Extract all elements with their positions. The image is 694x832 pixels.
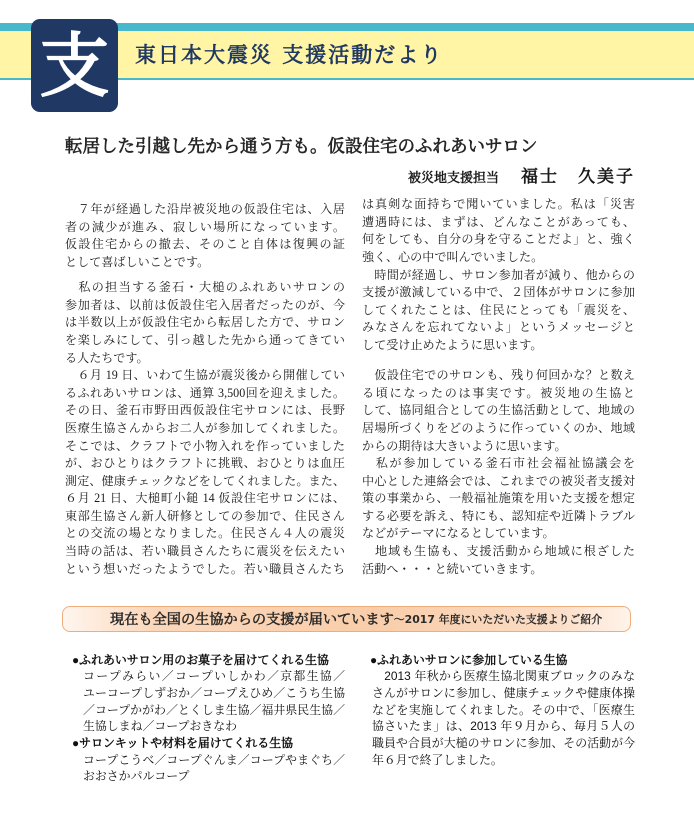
article-headline: 転居した引越し先から通う方も。仮設住宅のふれあいサロン bbox=[65, 137, 538, 157]
article-line: 何をしても、自分の身を守ることだよ」と、強く bbox=[362, 232, 635, 247]
article-line: 測定、健康チェックなどをしてくれました。また、 bbox=[65, 473, 345, 488]
article-line: との交流の場となりました。住民さん４人の震災 bbox=[65, 526, 345, 541]
article-section bbox=[362, 367, 635, 578]
article-byline bbox=[408, 165, 635, 191]
article-paragraph bbox=[362, 267, 635, 355]
article-line: として喜ばしいことです。 bbox=[65, 254, 210, 269]
article-line: は半数以上が仮設住宅から転居した方で、サロン bbox=[65, 315, 345, 330]
article-line: ７年が経過した沿岸被災地の仮設住宅は、入居 bbox=[65, 202, 345, 217]
article-section bbox=[65, 279, 345, 578]
article-section bbox=[362, 196, 635, 354]
author-name: 福士 久美子 bbox=[521, 167, 635, 187]
article-line: 策の事業から、一般福祉施策を用いた支援を想定 bbox=[362, 491, 635, 506]
article-line: るふれあいサロンは、通算 3,500回を迎えました。 bbox=[65, 385, 345, 400]
newsletter-title: 東日本大震災 支援活動だより bbox=[135, 43, 444, 67]
article-line: 仮設住宅からの撤去、そのこと自体は復興の証 bbox=[65, 237, 345, 252]
support-banner bbox=[62, 606, 631, 632]
article-line: 医療生協さんからお二人が参加してくれました。 bbox=[65, 420, 345, 435]
support-line: などを実施してくれました。その中で、「医療生 bbox=[372, 702, 635, 717]
article-line: は真剣な面持ちで聞いていました。私は「災害 bbox=[362, 197, 635, 212]
article-line: る人たちです。 bbox=[65, 350, 149, 365]
article-paragraph bbox=[362, 543, 635, 578]
article-line: 強く、心の中で叫んでいました。 bbox=[362, 249, 544, 264]
article-line: からの期待は大きいように思います。 bbox=[362, 438, 567, 453]
article-paragraph bbox=[362, 367, 635, 455]
support-banner-subtitle: ～2017 年度にいただいた支援よりご紹介 bbox=[393, 613, 603, 626]
support-line: 職員や合員が大槌のサロンに参加、その活動が今 bbox=[372, 736, 635, 751]
article-line: する必要を訴え、特にも、認知症や近隣トラブル bbox=[362, 508, 635, 523]
article-paragraph bbox=[65, 279, 345, 367]
article-paragraph bbox=[65, 367, 345, 578]
article-line: 仮設住宅でのサロンも、残り何回かな？と数え bbox=[362, 368, 635, 383]
article-line: ６月 19 日、いわて生協が震災後から開催してい bbox=[65, 368, 345, 383]
article-line: 東部生協さん新人研修としての参加で、住民さん bbox=[65, 508, 345, 523]
support-group-heading: ●ふれあいサロン用のお菓子を届けてくれる生協 bbox=[72, 652, 329, 667]
article-line: ６月 21 日、大槌町小鎚 14 仮設住宅サロンには、 bbox=[65, 491, 345, 506]
article-line: して受け止めたように思います。 bbox=[362, 337, 543, 352]
support-kanji-badge-icon bbox=[31, 19, 118, 112]
support-line: 2013 年秋から医療生協北関東ブロックのみな bbox=[372, 669, 635, 684]
article-line: 中心とした連絡会では、これまでの被災者支援対 bbox=[362, 473, 635, 488]
support-group bbox=[370, 652, 635, 769]
support-group-heading: ●ふれあいサロンに参加している生協 bbox=[370, 652, 568, 667]
article-line: 活動へ・・・と続いていきます。 bbox=[362, 561, 543, 576]
article-line: という想いだったようでした。若い職員さんたち bbox=[65, 561, 345, 576]
article-line: 地域も生協も、支援活動から地域に根ざした bbox=[362, 544, 635, 559]
article-line: してくれたことは、住民にとっても「震災を、 bbox=[362, 302, 635, 317]
article-line: 居場所づくりをどのように作っていくのか、地域 bbox=[362, 420, 635, 435]
article-line: そこでは、クラフトで小物入れを作っていました bbox=[65, 438, 345, 453]
support-line: コープこうべ／コープぐんま／コープやまぐち／ bbox=[83, 752, 345, 767]
article-line: が、おひとりはクラフトに挑戦、おひとりは血圧 bbox=[65, 456, 345, 471]
article-column-left bbox=[65, 201, 345, 578]
support-line: ／コープかがわ／とくしま生協／福井県民生協／ bbox=[83, 702, 345, 717]
article-column-right bbox=[362, 196, 635, 578]
support-line: 年６月で終了しました。 bbox=[372, 752, 503, 767]
article-line: 時間が経過し、サロン参加者が減り、他からの bbox=[362, 267, 635, 282]
support-line: 生協しまね／コープおきなわ bbox=[83, 719, 237, 734]
article-line: 支援が激減している中で、２団体がサロンに参加 bbox=[362, 285, 635, 300]
support-line: さんがサロンに参加し、健康チェックや健康体操 bbox=[372, 685, 635, 700]
article-line: して、協同組合としての生協活動として、地域の bbox=[362, 403, 635, 418]
support-line: おおさかパルコープ bbox=[83, 769, 190, 784]
article-line: 当時の話は、若い職員さんたちに震災を伝えたい bbox=[65, 544, 345, 559]
article-line: 参加者は、以前は仮設住宅入居者だったのが、今 bbox=[65, 297, 345, 312]
article-line: 遭遇時には、まずは、どんなことがあっても、 bbox=[362, 214, 635, 229]
support-column-right bbox=[370, 652, 635, 769]
support-banner-title: 現在も全国の生協からの支援が届いています bbox=[110, 612, 394, 628]
article-paragraph bbox=[362, 196, 635, 266]
article-paragraph bbox=[362, 455, 635, 543]
article-line: る頃になったのは事実です。被災地の生協と bbox=[362, 385, 635, 400]
article-paragraph bbox=[65, 201, 345, 271]
article-section bbox=[65, 201, 345, 271]
article-line: 私が参加している釜石市社会福祉協議会を bbox=[362, 456, 635, 471]
article-line: などがテーマになるとしています。 bbox=[362, 526, 555, 541]
article-line: 者の減少が進み、寂しい場所になっています。 bbox=[65, 219, 345, 234]
article-line: その日、釜石市野田西仮設住宅サロンには、長野 bbox=[65, 403, 345, 418]
badge-character: 支 bbox=[39, 24, 110, 107]
article-line: 私の担当する釜石・大槌のふれあいサロンの bbox=[65, 280, 345, 295]
support-line: 協さいたま」は、2013 年９月から、毎月５人の bbox=[372, 719, 635, 734]
support-group bbox=[72, 652, 345, 735]
article-line: を楽しみにして、引っ越した先から通ってきてい bbox=[65, 332, 345, 347]
support-group bbox=[72, 735, 345, 785]
support-group-heading: ●サロンキットや材料を届けてくれる生協 bbox=[72, 736, 293, 751]
support-line: コープみらい／コープいしかわ／京都生協／ bbox=[83, 669, 345, 684]
support-line: ユーコープしずおか／コープえひめ／こうち生協 bbox=[83, 685, 345, 700]
author-role: 被災地支援担当 bbox=[407, 171, 499, 186]
support-column-left bbox=[72, 652, 345, 786]
article-line: みなさんを忘れてないよ」というメッセージと bbox=[362, 320, 635, 335]
